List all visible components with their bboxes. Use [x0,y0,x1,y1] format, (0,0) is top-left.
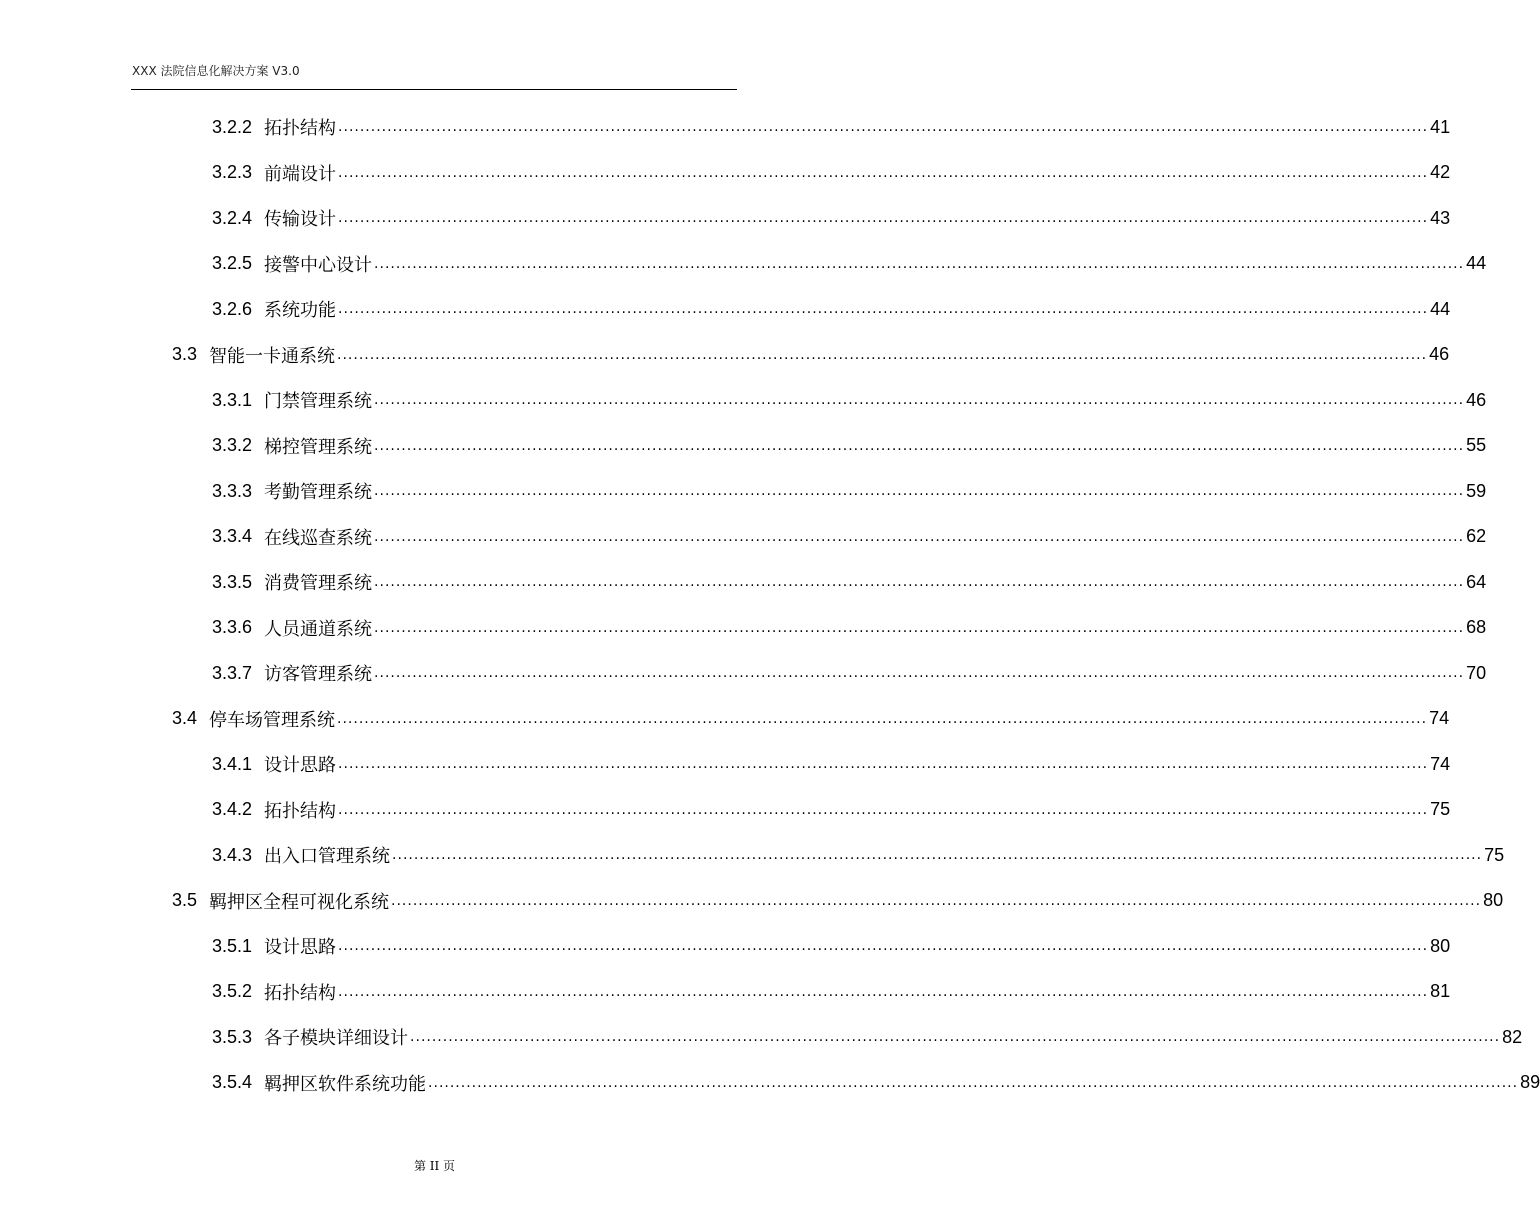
toc-entry-number: 3.3.6 [212,617,253,637]
toc-entry-title: 消费管理系统 [264,573,373,594]
toc-entry-page: 46 [1466,389,1487,410]
toc-leader-dots: ........................................................................................................................................................................................................ [338,164,1429,181]
toc-entry-number: 3.4.1 [212,753,253,774]
toc-entry-number: 3.5.4 [212,1072,253,1092]
toc-entry-title: 考勤管理系统 [264,482,373,503]
toc-entry-number: 3.4.3 [212,844,253,865]
toc-entry-page: 43 [1430,207,1451,228]
toc-entry[interactable] [172,332,1450,377]
toc-entry[interactable] [212,150,1451,195]
toc-leader-dots: ........................................................................................................................................................................................................ [338,801,1429,818]
toc-leader-dots: ........................................................................................................................................................................................................ [410,1029,1501,1045]
toc-entry[interactable] [212,1060,1540,1105]
toc-entry-number: 3.5.2 [212,981,253,1001]
toc-leader-dots: ........................................................................................................................................................................................................ [338,938,1429,954]
toc-entry[interactable] [212,651,1487,696]
toc-leader-dots: ........................................................................................................................................................................................................ [338,210,1429,226]
page-number: 第 II 页 [413,1159,456,1173]
toc-entry-title: 各子模块详细设计 [264,1028,409,1049]
toc-entry-number: 3.3.4 [212,526,253,546]
toc-entry-page: 64 [1466,571,1487,592]
toc-entry-title: 访客管理系统 [264,664,373,685]
toc-entry-title: 出入口管理系统 [264,846,391,867]
toc-entry-title: 传输设计 [264,209,337,230]
toc-leader-dots: ........................................................................................................................................................................................................ [338,756,1429,772]
toc-entry-page: 74 [1430,753,1451,774]
toc-leader-dots: ........................................................................................................................................................................................................ [374,483,1465,499]
toc-entry-title: 梯控管理系统 [264,436,373,458]
toc-leader-dots: ........................................................................................................................................................................................................ [374,392,1465,408]
toc-entry-page: 55 [1466,435,1487,455]
toc-entry[interactable] [212,196,1451,241]
toc-entry-page: 80 [1483,890,1504,910]
toc-entry[interactable] [172,878,1504,923]
toc-entry-page: 75 [1430,799,1451,819]
toc-entry-title: 设计思路 [264,937,337,958]
toc-entry[interactable] [212,605,1487,650]
toc-entry-page: 74 [1429,708,1450,728]
toc-entry[interactable] [212,742,1451,787]
toc-entry[interactable] [212,969,1451,1014]
toc-entry-title: 前端设计 [264,163,337,185]
toc-entry[interactable] [212,423,1487,468]
toc-entry[interactable] [212,469,1487,514]
toc-leader-dots: ........................................................................................................................................................................................................ [337,710,1428,727]
toc-entry-page: 44 [1466,253,1487,273]
toc-entry-page: 46 [1429,344,1450,364]
toc-entry[interactable] [172,696,1450,741]
toc-entry-title: 在线巡查系统 [264,527,373,549]
toc-entry-title: 停车场管理系统 [209,709,336,731]
toc-entry[interactable] [212,924,1451,969]
toc-entry[interactable] [212,105,1451,150]
toc-leader-dots: ........................................................................................................................................................................................................ [428,1074,1519,1091]
toc-entry-number: 3.4 [172,708,198,728]
toc-entry-title: 拓扑结构 [264,982,337,1004]
toc-leader-dots: ........................................................................................................................................................................................................ [374,574,1465,590]
toc-leader-dots: ........................................................................................................................................................................................................ [392,847,1483,863]
toc-entry-title: 羁押区软件系统功能 [264,1073,427,1095]
toc-entry-number: 3.2.4 [212,207,253,228]
toc-entry-title: 智能一卡通系统 [209,345,336,367]
toc-entry-page: 70 [1466,662,1487,683]
toc-entry-number: 3.3 [172,344,198,364]
toc-entry-page: 81 [1430,981,1451,1001]
toc-entry[interactable] [212,378,1487,423]
toc-leader-dots: ........................................................................................................................................................................................................ [391,892,1482,909]
toc-entry[interactable] [212,1015,1523,1060]
toc-entry-title: 羁押区全程可视化系统 [209,891,390,913]
toc-entry[interactable] [212,833,1505,878]
toc-leader-dots: ........................................................................................................................................................................................................ [338,301,1429,317]
toc-leader-dots: ........................................................................................................................................................................................................ [374,437,1465,454]
toc-leader-dots: ........................................................................................................................................................................................................ [374,619,1465,636]
toc-entry-page: 62 [1466,526,1487,546]
toc-leader-dots: ........................................................................................................................................................................................................ [337,346,1428,363]
toc-entry-page: 82 [1502,1026,1523,1047]
toc-entry-title: 设计思路 [264,755,337,776]
toc-entry-number: 3.3.2 [212,435,253,455]
toc-entry-page: 80 [1430,935,1451,956]
toc-entry-title: 系统功能 [264,300,337,321]
toc-entry-number: 3.3.5 [212,571,253,592]
toc-leader-dots: ........................................................................................................................................................................................................ [374,255,1465,272]
toc-leader-dots: ........................................................................................................................................................................................................ [374,665,1465,681]
toc-entry-number: 3.5.3 [212,1026,253,1047]
toc-leader-dots: ........................................................................................................................................................................................................ [374,528,1465,545]
toc-entry[interactable] [212,287,1451,332]
toc-entry[interactable] [212,241,1487,286]
toc-entry-title: 拓扑结构 [264,118,337,139]
toc-entry-page: 44 [1430,298,1451,319]
toc-entry-number: 3.2.2 [212,116,253,137]
toc-entry[interactable] [212,787,1451,832]
toc-entry-page: 75 [1484,844,1505,865]
toc-leader-dots: ........................................................................................................................................................................................................ [338,119,1429,135]
toc-entry-page: 89 [1520,1072,1540,1092]
toc-entry-number: 3.5.1 [212,935,253,956]
toc-entry-number: 3.3.3 [212,480,253,501]
toc-entry-page: 42 [1430,162,1451,182]
document-title: XXX 法院信息化解决方案 V3.0 [132,64,300,78]
toc-entry-number: 3.2.3 [212,162,253,182]
toc-entry-title: 人员通道系统 [264,618,373,640]
toc-entry-number: 3.5 [172,890,198,910]
toc-entry-number: 3.2.6 [212,298,253,319]
toc-entry-page: 68 [1466,617,1487,637]
toc-entry-page: 59 [1466,480,1487,501]
toc-leader-dots: ........................................................................................................................................................................................................ [338,983,1429,1000]
toc-entry-page: 41 [1430,116,1451,137]
header-divider [131,89,737,90]
toc-entry-number: 3.3.1 [212,389,253,410]
toc-entry-number: 3.2.5 [212,253,253,273]
toc-entry[interactable] [212,514,1487,559]
toc-entry-title: 拓扑结构 [264,800,337,822]
toc-entry-title: 接警中心设计 [264,254,373,276]
toc-entry[interactable] [212,560,1487,605]
toc-entry-title: 门禁管理系统 [264,391,373,412]
toc-entry-number: 3.4.2 [212,799,253,819]
toc-entry-number: 3.3.7 [212,662,253,683]
